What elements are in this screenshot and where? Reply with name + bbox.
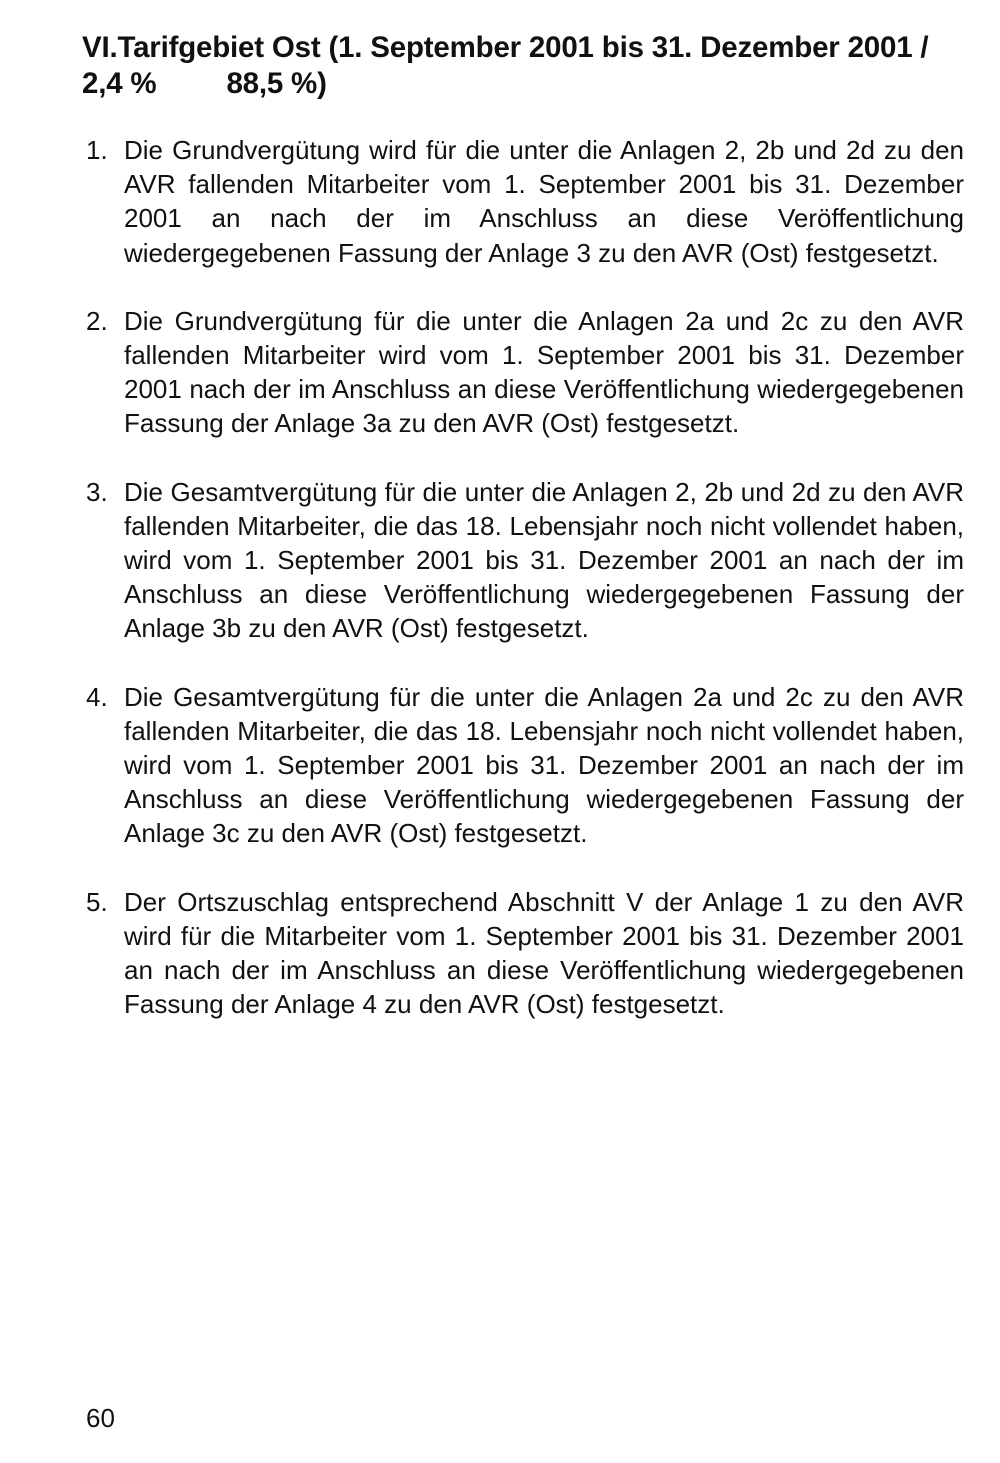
list-item [82, 885, 964, 1022]
list-item [82, 475, 964, 646]
list-item-number: 4. [86, 681, 108, 712]
list-item-number: 5. [86, 886, 108, 917]
list-item [82, 680, 964, 851]
heading-line-2 [82, 66, 962, 102]
list-item-number: 1. [86, 135, 108, 165]
list-item-text: Die Grundvergütung wird für die unter die Anlagen 2, 2b und 2d zu den AVR fallenden Mitarbeiter vom 1. September 2001 bis 31. Dezember 2001 an nach der im Anschluss an diese Veröffentlichung wiedergegebenen Fassung der Anlage 3 zu den AVR (Ost) festgesetzt. [124, 135, 964, 268]
list-item-text: Der Ortszuschlag entsprechend Abschnitt V der Anlage 1 zu den AVR wird für die Mitarbeiter vom 1. September 2001 bis 31. Dezember 2001 an nach der im Anschluss an diese Veröffentlichung wiedergegebenen Fassung der Anlage 4 zu den AVR (Ost) festgesetzt. [124, 886, 964, 1020]
list-item [82, 304, 964, 441]
heading-percent-1: 2,4 % [82, 67, 157, 100]
list-item-number: 3. [86, 476, 108, 507]
heading-line-1: VI.Tarifgebiet Ost (1. September 2001 bis 31. Dezember 2001 / [82, 31, 929, 64]
list-item-text: Die Gesamtvergütung für die unter die Anlagen 2a und 2c zu den AVR fallenden Mitarbeiter, die das 18. Lebensjahr noch nicht vollendet haben, wird vom 1. September 2001 bis 31. Dezember 2001 an nach der im Anschluss an diese Veröffentlichung wiedergegebenen Fassung der Anlage 3c zu den AVR (Ost) festgesetzt. [124, 681, 964, 849]
list-item [82, 133, 964, 270]
list-item-text: Die Gesamtvergütung für die unter die Anlagen 2, 2b und 2d zu den AVR fallenden Mitarbeiter, die das 18. Lebensjahr noch nicht vollendet haben, wird vom 1. September 2001 bis 31. Dezember 2001 an nach der im Anschluss an diese Veröffentlichung wiedergegebenen Fassung der Anlage 3b zu den AVR (Ost) festgesetzt. [124, 476, 964, 644]
list-item-text: Die Grundvergütung für die unter die Anlagen 2a und 2c zu den AVR fallenden Mitarbeiter wird vom 1. September 2001 bis 31. Dezember 2001 nach der im Anschluss an diese Veröffentlichung wiedergegebenen Fassung der Anlage 3a zu den AVR (Ost) festgesetzt. [124, 305, 964, 439]
list-item-number: 2. [86, 305, 108, 336]
section-heading [82, 30, 962, 102]
heading-percent-2: 88,5 %) [226, 67, 327, 100]
numbered-list [82, 133, 964, 1021]
page-number: 60 [86, 1403, 115, 1433]
